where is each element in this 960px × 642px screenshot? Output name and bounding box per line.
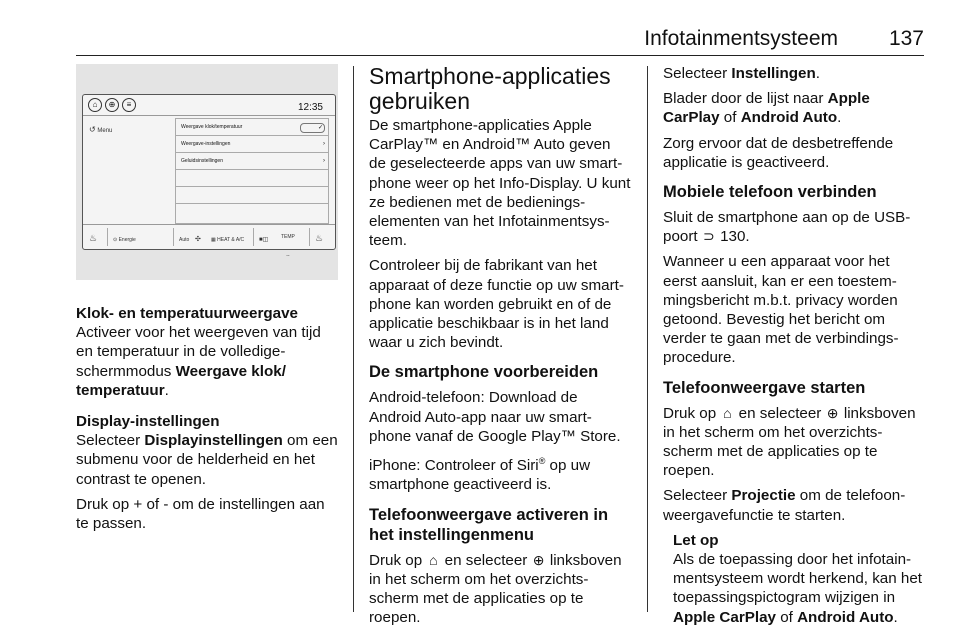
heading-start-phone-display: Telefoonweergave starten xyxy=(663,378,866,397)
apps-icon: ⊕ xyxy=(826,404,839,421)
paragraph-ensure-active: Zorg ervoor dat de desbetreffende applicatie is geactiveerd. xyxy=(663,134,894,171)
paragraph-check-manufacturer: Controleer bij de fabrikant van het apparaat of deze functie op uw smart-phone kan worden gebruikt en of de applicatie beschikbaar is in het land waar u zich bevindt. xyxy=(369,257,624,352)
page-number: 137 xyxy=(888,27,924,50)
apps-icon: ⊕ xyxy=(532,551,545,568)
heading-display-settings: Display-instellingen xyxy=(76,413,220,431)
display-menu-list xyxy=(175,118,329,224)
seat-heat-icon: ♨ xyxy=(89,233,98,243)
note-box xyxy=(673,531,925,627)
column-2 xyxy=(369,64,631,633)
toggle-icon: ✓ xyxy=(300,123,325,133)
paragraph-display-settings: Selecteer Displayinstellingen om een submenu voor de helderheid en het contrast te openen. xyxy=(76,432,338,488)
menu-item-clock-temp: Weergave klok/temperatuur ✓ xyxy=(176,119,328,136)
display-bottom-bar xyxy=(83,224,335,260)
column-divider xyxy=(647,66,648,612)
section-title: Smartphone-applicaties gebruiken xyxy=(369,63,611,114)
paragraph-intro: De smartphone-applicaties Apple CarPlay™ en Android™ Auto geven de geselecteerde apps van uw smart-phone weer op het Info-Display. U kunt ze bedienen met de bedienings-elementen van het Infotainmentsys-teem. xyxy=(369,117,631,250)
column-divider xyxy=(353,66,354,612)
display-menu-label: ↺ Menu xyxy=(89,125,113,134)
menu-item-display-settings: Weergave-instellingen › xyxy=(176,136,328,153)
note-text: Als de toepassing door het infotain-mentsysteem wordt herkend, kan het toepassingspictogram wijzigen in Apple CarPlay of Android Auto. xyxy=(673,551,923,626)
paragraph-android: Android-telefoon: Download de Android Auto-app naar uw smart-phone vanaf de Google Play™ Store. xyxy=(369,389,621,445)
heading-activate-phone-display: Telefoonweergave activeren in het instellingenmenu xyxy=(369,505,609,544)
paragraph-usb: Sluit de smartphone aan op de USB-poort ⊃ 130. xyxy=(663,209,911,246)
back-icon: ↺ xyxy=(89,125,96,134)
phone-apps-icon: ≡ xyxy=(122,98,136,112)
chevron-right-icon: › xyxy=(323,141,325,147)
display-top-bar xyxy=(83,95,335,116)
paragraph-press-home: Druk op ⌂ en selecteer ⊕ linksboven in het scherm om het overzichts-scherm met de applicaties op te roepen. xyxy=(369,551,622,627)
heading-clock-temp: Klok- en temperatuurweergave xyxy=(76,305,298,322)
paragraph-adjust: Druk op + of - om de instellingen aan te passen. xyxy=(76,495,325,533)
auto-label: Auto xyxy=(179,237,190,243)
paragraph-first-connect: Wanneer u een apparaat voor het eerst aansluit, kan er een toestem-mingsbericht m.b.t. privacy worden getoond. Bevestig het bericht om verder te gaan met de verbindings-procedure. xyxy=(663,253,899,367)
paragraph-press-home: Druk op ⌂ en selecteer ⊕ linksboven in het scherm om het overzichts-scherm met de applicaties op te roepen. xyxy=(663,404,916,480)
page-header xyxy=(76,27,924,56)
heat-ac-label: ▦ HEAT & A/C xyxy=(211,237,245,243)
heading-prepare-phone: De smartphone voorbereiden xyxy=(369,363,599,382)
note-title: Let op xyxy=(673,531,719,549)
apps-icon: ⊕ xyxy=(105,98,119,112)
paragraph-clock-temp: Activeer voor het weergeven van tijd en temperatuur in de volledige-schermmodus Weergave klok/ temperatuur. xyxy=(76,324,321,399)
display-clock: 12:35 xyxy=(297,102,323,113)
column-3 xyxy=(663,64,925,633)
paragraph-iphone: iPhone: Controleer of Siri® op uw smartphone geactiveerd is. xyxy=(369,456,591,494)
menu-item-sound-settings: Geluidsinstellingen › xyxy=(176,153,328,170)
menu-item-empty xyxy=(176,187,328,204)
fan-icon: ✣ xyxy=(195,236,201,243)
page-reference-icon: ⊃ xyxy=(702,228,715,245)
paragraph-scroll-list: Blader door de lijst naar Apple CarPlay of Android Auto. xyxy=(663,90,870,127)
temp-readout: TEMP -- xyxy=(281,234,295,260)
seat-heat-icon: ♨ xyxy=(315,233,324,243)
column-1 xyxy=(76,64,338,539)
chevron-right-icon: › xyxy=(323,158,325,164)
home-icon: ⌂ xyxy=(429,551,438,568)
paragraph-select-settings: Selecteer Instellingen. xyxy=(663,65,821,82)
infodisplay-illustration xyxy=(76,64,338,280)
display-screen xyxy=(82,94,336,260)
paragraph-projection: Selecteer Projectie om de telefoon-weergavefunctie te starten. xyxy=(663,487,906,524)
defrost-icon: ■◫ xyxy=(259,237,269,243)
menu-item-empty xyxy=(176,170,328,187)
home-icon: ⌂ xyxy=(88,98,102,112)
running-title: Infotainmentsysteem xyxy=(644,27,838,50)
energy-label: ⊙ Energie xyxy=(113,237,136,243)
home-icon: ⌂ xyxy=(723,404,732,421)
heading-connect-phone: Mobiele telefoon verbinden xyxy=(663,183,877,202)
